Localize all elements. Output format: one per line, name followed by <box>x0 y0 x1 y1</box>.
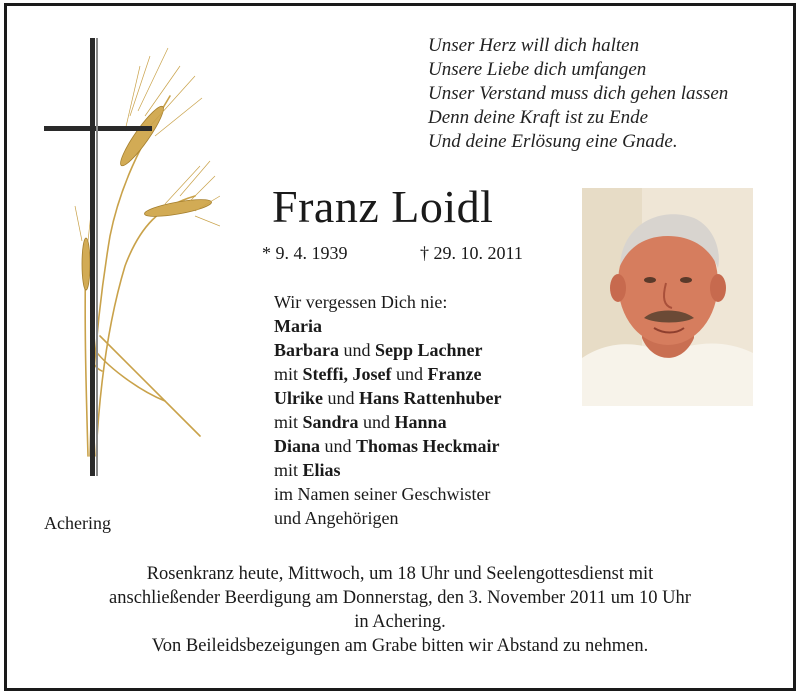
mourner-line <box>274 362 594 386</box>
mourner-connector: im Namen seiner Geschwister <box>274 484 491 504</box>
notice-line: anschließender Beerdigung am Donnerstag, den 3. November 2011 um 10 Uhr <box>109 588 691 608</box>
mourner-name: Elias <box>302 460 341 480</box>
mourner-name: Diana <box>274 436 321 456</box>
poem <box>428 34 778 154</box>
mourner-connector: und Angehörigen <box>274 508 399 528</box>
death-date: † 29. 10. 2011 <box>420 243 523 263</box>
mourner-line <box>274 506 594 530</box>
mourner-name: Barbara <box>274 340 339 360</box>
portrait-photo <box>582 188 753 406</box>
mourner-name: Franze <box>427 364 482 384</box>
deceased-name: Franz Loidl <box>272 181 494 232</box>
poem-line: Unser Herz will dich halten <box>428 35 640 56</box>
mourner-connector: und <box>358 412 395 432</box>
cross-with-wheat-icon <box>30 36 220 476</box>
mourner-name: Ulrike <box>274 388 323 408</box>
mourner-name: Hans Rattenhuber <box>359 388 502 408</box>
mourner-line <box>274 410 594 434</box>
notice-line: in Achering. <box>354 612 446 632</box>
poem-line: Unsere Liebe dich umfangen <box>428 59 647 80</box>
mourner-line <box>274 314 594 338</box>
mourner-name: Sandra <box>302 412 359 432</box>
notice-line: Rosenkranz heute, Mittwoch, um 18 Uhr und Seelengottesdienst mit <box>146 564 654 584</box>
mourner-connector: mit <box>274 412 303 432</box>
mourners-list <box>274 290 594 530</box>
mourner-connector: und <box>339 340 375 360</box>
poem-line: Und deine Erlösung eine Gnade. <box>428 131 678 152</box>
mourner-name: Steffi, Josef <box>302 364 392 384</box>
mourner-names <box>274 314 594 530</box>
mourner-name: Hanna <box>394 412 447 432</box>
poem-line: Denn deine Kraft ist zu Ende <box>428 107 649 128</box>
mourner-connector: mit <box>274 364 303 384</box>
mourners-intro: Wir vergessen Dich nie: <box>274 292 448 312</box>
funeral-notice <box>20 562 780 658</box>
mourner-connector: und <box>391 364 428 384</box>
mourner-line <box>274 386 594 410</box>
place-name: Achering <box>44 513 111 533</box>
mourner-connector: mit <box>274 460 303 480</box>
mourner-connector: und <box>323 388 359 408</box>
notice-line: Von Beileidsbezeigungen am Grabe bitten wir Abstand zu nehmen. <box>151 636 649 656</box>
mourner-name: Maria <box>274 316 322 336</box>
mourner-name: Thomas Heckmair <box>356 436 500 456</box>
mourner-line <box>274 458 594 482</box>
mourner-line <box>274 482 594 506</box>
mourner-connector: und <box>320 436 357 456</box>
poem-line: Unser Verstand muss dich gehen lassen <box>428 83 729 104</box>
mourner-line <box>274 338 594 362</box>
birth-date: * 9. 4. 1939 <box>262 243 348 263</box>
mourner-line <box>274 434 594 458</box>
mourner-name: Sepp Lachner <box>375 340 483 360</box>
